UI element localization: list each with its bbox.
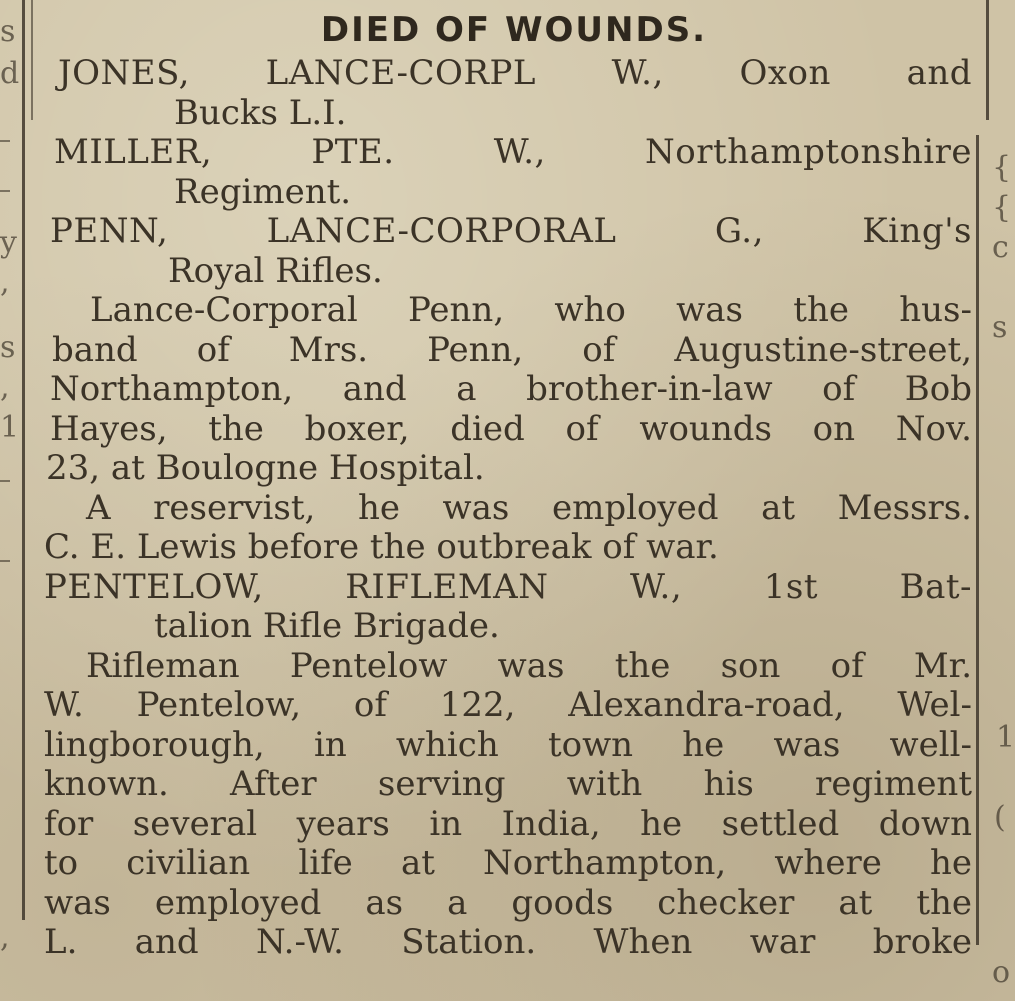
paragraph-line: Hayes, the boxer, died of wounds on Nov. xyxy=(50,408,972,449)
right-margin-fragment: c xyxy=(992,230,1009,265)
column-rule-left-inner xyxy=(31,0,33,120)
left-margin-fragment: d xyxy=(0,56,20,91)
paragraph-line: was employed as a goods checker at the xyxy=(44,882,972,923)
right-margin-fragment: s xyxy=(992,310,1008,345)
paragraph-line: known. After serving with his regiment xyxy=(44,764,972,804)
column-rule-right-top xyxy=(986,0,989,120)
right-margin-fragment: ( xyxy=(994,800,1006,835)
paragraph-line: W. Pentelow, of 122, Alexandra-road, Wel- xyxy=(44,685,972,725)
entry-unit-line: Bucks L.I. xyxy=(174,92,347,133)
paragraph-pentelow-details xyxy=(44,647,972,963)
casualty-entry-penn xyxy=(44,212,972,291)
entry-unit-line: Royal Rifles. xyxy=(168,250,383,291)
casualty-entry-jones xyxy=(44,54,972,133)
article-column xyxy=(44,6,972,963)
left-margin-dash xyxy=(0,140,10,142)
column-rule-left xyxy=(22,0,25,920)
entry-unit-line: talion Rifle Brigade. xyxy=(154,606,500,646)
paragraph-line: lingborough, in which town he was well- xyxy=(44,724,972,765)
paragraph-line: C. E. Lewis before the outbreak of war. xyxy=(44,527,719,567)
entry-name-line: MILLER, PTE. W., Northamptonshire xyxy=(54,132,972,172)
casualty-entry-pentelow xyxy=(44,568,972,647)
left-margin-dash xyxy=(0,480,10,482)
left-margin-fragment: , xyxy=(0,920,10,955)
entry-unit-line: Regiment. xyxy=(174,171,352,212)
left-margin-fragment: s xyxy=(0,14,16,49)
paragraph-line: Lance-Corporal Penn, who was the hus- xyxy=(90,290,972,330)
paragraph-line: L. and N.-W. Station. When war broke xyxy=(44,922,972,962)
right-margin-fragment: { xyxy=(992,190,1012,225)
left-margin-fragment: s xyxy=(0,330,16,365)
right-margin-fragment: { xyxy=(992,150,1012,185)
entry-name-line: PENN, LANCE-CORPORAL G., King's xyxy=(50,211,972,251)
entry-name-line: JONES, LANCE-CORPL W., Oxon and xyxy=(58,53,972,93)
paragraph-line: 23, at Boulogne Hospital. xyxy=(46,448,485,488)
paragraph-penn-reservist xyxy=(44,489,972,568)
left-margin-dash xyxy=(0,560,10,562)
section-headline: DIED OF WOUNDS. xyxy=(320,10,708,50)
left-margin-fragment: 1 xyxy=(0,410,20,445)
paragraph-line: A reservist, he was employed at Messrs. xyxy=(86,487,972,528)
right-margin-fragment: 1 xyxy=(996,720,1015,755)
paragraph-line: Northampton, and a brother-in-law of Bob xyxy=(50,369,972,409)
left-margin-fragment: , xyxy=(0,370,10,405)
left-margin-dash xyxy=(0,190,10,192)
paragraph-line: Rifleman Pentelow was the son of Mr. xyxy=(86,645,972,686)
paragraph-line: band of Mrs. Penn, of Augustine-street, xyxy=(52,329,972,370)
paragraph-line: for several years in India, he settled down xyxy=(44,803,972,844)
right-margin-fragment: o xyxy=(992,955,1011,990)
entry-name-line: PENTELOW, RIFLEMAN W., 1st Bat- xyxy=(44,566,972,607)
column-rule-right xyxy=(976,135,979,945)
left-margin-fragment: y xyxy=(0,225,17,260)
paragraph-penn-details xyxy=(44,291,972,489)
left-margin-fragment: , xyxy=(0,265,10,300)
paragraph-line: to civilian life at Northampton, where he xyxy=(44,843,972,883)
casualty-entry-miller xyxy=(44,133,972,212)
